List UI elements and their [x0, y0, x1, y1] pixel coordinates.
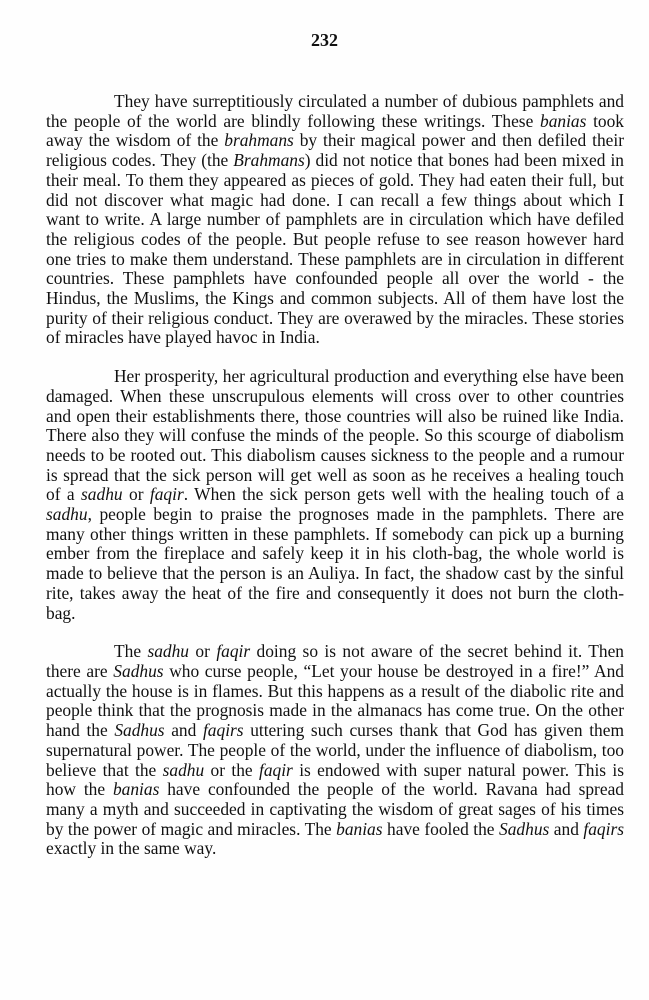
text-run: The — [114, 641, 148, 662]
italic-term: faqir — [216, 641, 251, 662]
text-run: and — [549, 818, 584, 839]
text-run: is endowed with super natural power. This is how the — [46, 759, 625, 800]
italic-term: faqirs — [583, 818, 624, 839]
text-run: They have surreptitiously circulated a number of dubious pamphlets and the people of the world are blindly following these writings. These — [46, 91, 624, 131]
paragraph-2 — [46, 367, 624, 623]
italic-term: banias — [540, 110, 587, 131]
text-run: or the — [204, 759, 259, 780]
page-number: 232 — [311, 30, 338, 50]
italic-term: faqir — [149, 484, 184, 505]
text-run: uttering such curses thank that God has given them supernatural power. The people of the world, under the influence of diabolism, too believe that the — [46, 720, 624, 780]
text-run: doing so is not aware of the secret behind it. Then there are — [46, 641, 624, 681]
text-run: by their magical power and then defiled their religious codes. They (the — [46, 130, 624, 171]
paragraph-1 — [46, 92, 624, 348]
italic-term: faqir — [259, 759, 293, 780]
italic-term: sadhu — [81, 484, 123, 505]
text-run: and — [164, 720, 203, 741]
italic-term: faqirs — [202, 720, 244, 741]
text-run: who curse people, “Let your house be destroyed in a fire!” And actually the house is in flames. But this happens as a result of the diabolic rite and people think that the prognosis made in the almanacs has come true. On the other hand the — [46, 660, 624, 741]
italic-term: Sadhus — [114, 720, 165, 741]
italic-term: sadhu — [147, 641, 190, 662]
italic-term: sadhu — [162, 759, 205, 780]
italic-term: sadhu — [46, 504, 88, 525]
italic-term: banias — [112, 779, 160, 800]
italic-term: Sadhus — [499, 818, 550, 839]
text-run: exactly in the same way. — [46, 838, 217, 859]
text-run: . When the sick person gets well with the healing touch of a — [183, 484, 624, 505]
italic-term: Brahmans — [233, 150, 305, 171]
text-run: or — [189, 641, 217, 662]
text-run: took away the wisdom of the — [46, 110, 625, 151]
text-run: ) did not notice that bones had been mixed in their meal. To them they appeared as pieces of gold. They had eaten their full, but did not discover what magic had done. I can recall a few things about which I want to write. A large number of pamphlets are in circulation which have defiled the religious codes of the people. But people refuse to see reason however hard one tries to make them understand. These pamphlets are in circulation in different countries. These pamphlets have confounded people all over the world - the Hindus, the Muslims, the Kings and common subjects. All of them have lost the purity of their religious conduct. They are overawed by the miracles. These stories of miracles have played havoc in India. — [46, 150, 624, 348]
italic-term: banias — [336, 818, 383, 839]
body-text — [46, 92, 624, 859]
text-run: , people begin to praise the prognoses made in the pamphlets. There are many other things written in these pamphlets. If somebody can pick up a burning ember from the fireplace and safely keep it in his cloth-bag, the whole world is made to believe that the person is an Auliya. In fact, the shadow cast by the sinful rite, takes away the heat of the fire and consequently it does not burn the cloth-bag. — [46, 504, 624, 623]
text-run: have fooled the — [382, 818, 500, 839]
italic-term: brahmans — [224, 130, 294, 151]
text-run: have confounded the people of the world. Ravana had spread many a myth and succeeded in captivating the wisdom of great sages of his times by the power of magic and miracles. The — [46, 779, 624, 839]
italic-term: Sadhus — [113, 660, 164, 681]
paragraph-3 — [46, 642, 624, 859]
text-run: or — [122, 484, 150, 505]
text-run: Her prosperity, her agricultural production and everything else have been damaged. When these unscrupulous elements will cross over to other countries and open their establishments there, those countries will also be ruined like India. There also they will confuse the minds of the people. So this scourge of diabolism needs to be rooted out. This diabolism causes sickness to the people and a rumour is spread that the sick person will get well as soon as he receives a healing touch of a — [46, 366, 624, 505]
